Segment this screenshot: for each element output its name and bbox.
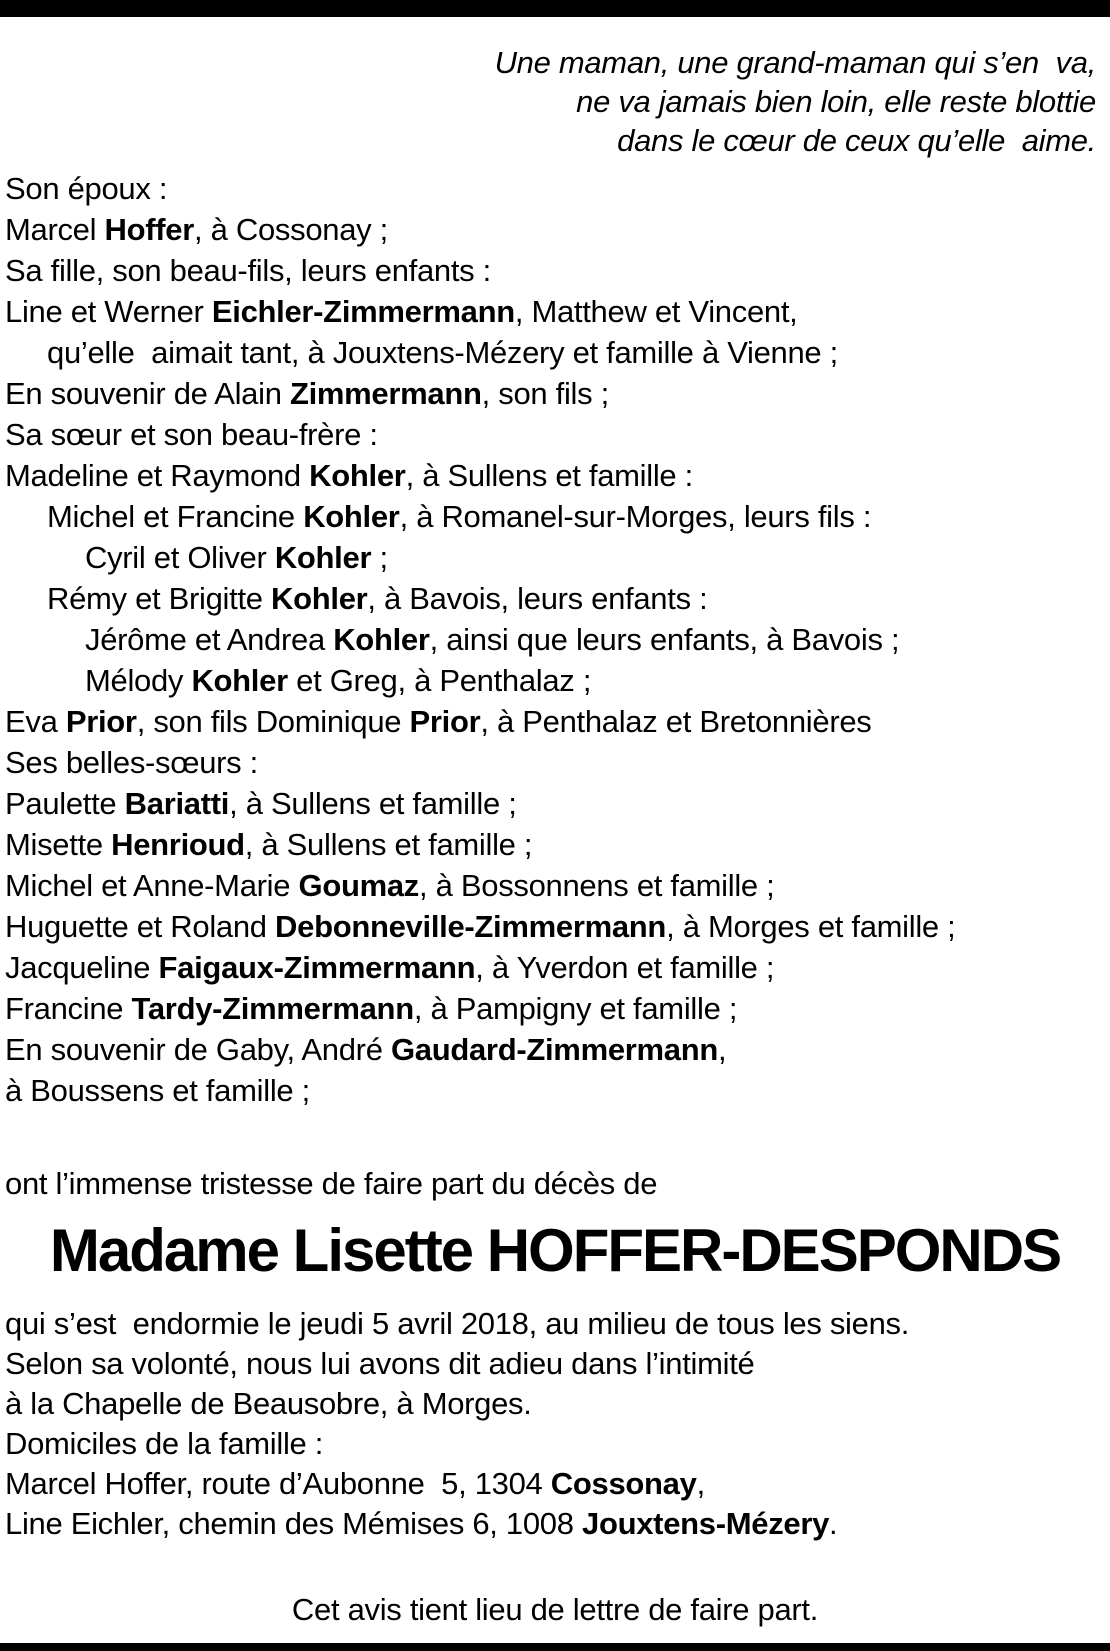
text-segment: à la Chapelle de Beausobre, à Morges. [5, 1386, 532, 1421]
bold-text-segment: Kohler [333, 622, 430, 657]
family-line [5, 988, 1110, 1029]
family-line [5, 496, 1110, 537]
family-line [5, 291, 1110, 332]
family-line [5, 783, 1110, 824]
text-segment: , à Romanel-sur-Morges, leurs fils : [399, 499, 872, 534]
family-line [5, 619, 1110, 660]
family-line [5, 865, 1110, 906]
text-segment: Marcel Hoffer, route d’Aubonne 5, 1304 [5, 1466, 551, 1501]
bottom-border [0, 1643, 1110, 1651]
announcement-intro: ont l’immense tristesse de faire part du décès de [5, 1166, 658, 1201]
bold-text-segment: Bariatti [124, 786, 230, 821]
detail-line [5, 1504, 1110, 1544]
text-segment: Ses belles-sœurs : [5, 745, 258, 780]
text-segment: ; [371, 540, 388, 575]
family-line [5, 332, 1110, 373]
detail-line [5, 1344, 1110, 1384]
bold-text-segment: Cossonay [550, 1466, 697, 1501]
family-line [5, 824, 1110, 865]
text-segment: qu’elle aimait tant, à Jouxtens-Mézery et famille à Vienne ; [47, 335, 838, 370]
detail-line [5, 1384, 1110, 1424]
deceased-name: Madame Lisette HOFFER-DESPONDS [49, 1217, 1061, 1284]
epigraph-line [0, 82, 1096, 121]
text-segment: , à Penthalaz et Bretonnières [480, 704, 872, 739]
detail-line [5, 1464, 1110, 1504]
family-line [5, 373, 1110, 414]
bold-text-segment: Prior [409, 704, 481, 739]
bold-text-segment: Goumaz [298, 868, 419, 903]
text-segment: En souvenir de Alain [5, 376, 290, 411]
text-segment: Eva [5, 704, 66, 739]
bold-text-segment: Debonneville-Zimmermann [275, 909, 667, 944]
epigraph-line [0, 43, 1096, 82]
text-segment: , à Sullens et famille : [405, 458, 693, 493]
text-segment: , à Yverdon et famille ; [475, 950, 775, 985]
text-segment: à Boussens et famille ; [5, 1073, 310, 1108]
text-segment: Rémy et Brigitte [47, 581, 272, 616]
text-segment: Domiciles de la famille : [5, 1426, 324, 1461]
text-segment: Marcel [5, 212, 105, 247]
text-segment: Paulette [5, 786, 125, 821]
text-segment: Francine [5, 991, 132, 1026]
text-segment: Huguette et Roland [5, 909, 276, 944]
family-line [5, 414, 1110, 455]
bold-text-segment: Zimmermann [289, 376, 482, 411]
family-line [5, 168, 1110, 209]
text-segment: Michel et Anne-Marie [5, 868, 299, 903]
text-segment: Jérôme et Andrea [85, 622, 334, 657]
text-segment: , [718, 1032, 727, 1067]
bold-text-segment: Jouxtens-Mézery [582, 1506, 830, 1541]
family-line [5, 660, 1110, 701]
detail-line [5, 1304, 1110, 1344]
family-line [5, 250, 1110, 291]
text-segment: Michel et Francine [47, 499, 304, 534]
text-segment: Mélody [85, 663, 192, 698]
funeral-notice: Cet avis tient lieu de lettre de faire part. [291, 1592, 819, 1627]
text-segment: , à Bossonnens et famille ; [419, 868, 775, 903]
text-segment: qui s’est endormie le jeudi 5 avril 2018, au milieu de tous les siens. [5, 1306, 910, 1341]
bold-text-segment: Kohler [271, 581, 368, 616]
top-border [0, 0, 1110, 17]
text-segment: , Matthew et Vincent, [514, 294, 798, 329]
family-line [5, 1029, 1110, 1070]
text-segment: . [829, 1506, 838, 1541]
text-segment: , à Sullens et famille ; [229, 786, 517, 821]
text-segment: , ainsi que leurs enfants, à Bavois ; [429, 622, 900, 657]
text-segment: , à Pampigny et famille ; [413, 991, 738, 1026]
bold-text-segment: Eichler-Zimmermann [211, 294, 515, 329]
text-segment: Cyril et Oliver [85, 540, 275, 575]
text-segment: Une maman, une grand-maman qui s’en va, [494, 45, 1096, 80]
bold-text-segment: Hoffer [104, 212, 195, 247]
text-segment: , son fils Dominique [136, 704, 410, 739]
family-line [5, 578, 1110, 619]
text-segment: Line Eichler, chemin des Mémises 6, 1008 [5, 1506, 583, 1541]
family-line [5, 906, 1110, 947]
text-segment: Jacqueline [5, 950, 159, 985]
bold-text-segment: Tardy-Zimmermann [131, 991, 414, 1026]
text-segment: ne va jamais bien loin, elle reste blottie [576, 84, 1096, 119]
text-segment: , son fils ; [481, 376, 609, 411]
family-line [5, 455, 1110, 496]
bold-text-segment: Gaudard-Zimmermann [390, 1032, 719, 1067]
detail-line [5, 1424, 1110, 1464]
text-segment: et Greg, à Penthalaz ; [287, 663, 592, 698]
text-segment: dans le cœur de ceux qu’elle aime. [617, 123, 1096, 158]
family-line [5, 537, 1110, 578]
death-details [0, 1304, 1110, 1544]
text-segment: , à Bavois, leurs enfants : [367, 581, 708, 616]
family-line [5, 947, 1110, 988]
family-line [5, 701, 1110, 742]
text-segment: Selon sa volonté, nous lui avons dit adieu dans l’intimité [5, 1346, 755, 1381]
bold-text-segment: Kohler [309, 458, 406, 493]
epigraph [0, 43, 1110, 160]
family-list [0, 168, 1110, 1111]
text-segment: Sa fille, son beau-fils, leurs enfants : [5, 253, 491, 288]
text-segment: , [696, 1466, 705, 1501]
bold-text-segment: Kohler [274, 540, 372, 575]
text-segment: En souvenir de Gaby, André [5, 1032, 391, 1067]
text-segment: Misette [5, 827, 112, 862]
text-segment: Son époux : [5, 171, 168, 206]
bold-text-segment: Prior [65, 704, 137, 739]
bold-text-segment: Kohler [191, 663, 288, 698]
text-segment: , à Morges et famille ; [666, 909, 956, 944]
bold-text-segment: Henrioud [111, 827, 245, 862]
family-line [5, 1070, 1110, 1111]
text-segment: Sa sœur et son beau-frère : [5, 417, 378, 452]
bold-text-segment: Kohler [303, 499, 400, 534]
text-segment: Madeline et Raymond [5, 458, 310, 493]
text-segment: , à Sullens et famille ; [244, 827, 533, 862]
family-line [5, 742, 1110, 783]
bold-text-segment: Faigaux-Zimmermann [158, 950, 476, 985]
text-segment: Line et Werner [5, 294, 212, 329]
epigraph-line [0, 121, 1096, 160]
family-line [5, 209, 1110, 250]
text-segment: , à Cossonay ; [194, 212, 388, 247]
